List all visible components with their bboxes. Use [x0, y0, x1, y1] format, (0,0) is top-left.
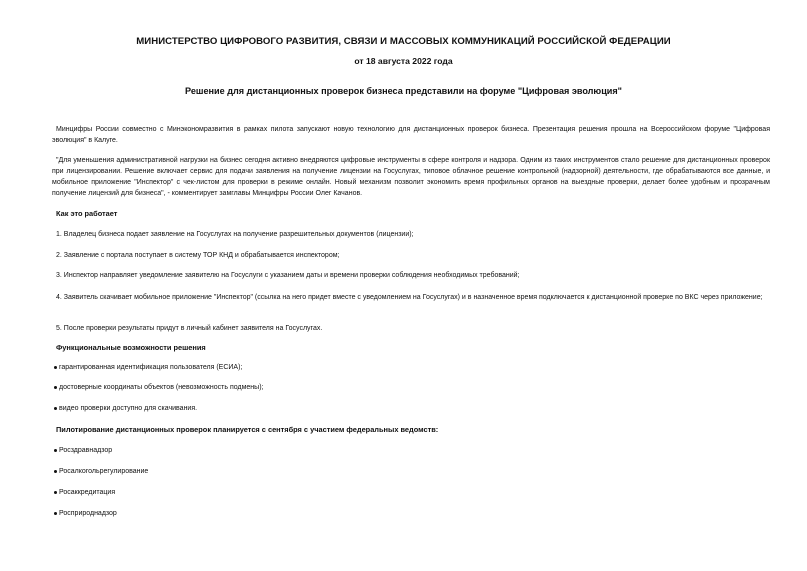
feature-item-3 [54, 405, 197, 412]
pilot-heading: Пилотирование дистанционных проверок планируется с сентября с участием федеральных ведомств: [56, 425, 439, 434]
step-5: 5. После проверки результаты придут в личный кабинет заявителя на Госуслугах. [56, 325, 323, 332]
document-date: от 18 августа 2022 года [354, 56, 453, 66]
agency-text-3: Росаккредитация [59, 489, 116, 496]
feature-text-3: видео проверки доступно для скачивания. [59, 405, 198, 412]
bullet-icon [54, 470, 57, 473]
ministry-name: МИНИСТЕРСТВО ЦИФРОВОГО РАЗВИТИЯ, СВЯЗИ И МАССОВЫХ КОММУНИКАЦИЙ РОССИЙСКОЙ ФЕДЕРАЦИИ [136, 36, 671, 47]
quote-paragraph: "Для уменьшения административной нагрузки на бизнес сегодня активно внедряются цифровые инструменты в сфере контроля и надзора. Одним из таких инструментов стало решение для дистанционных проверок при лицензировании. Решение включает сервис для подачи заявления на получение лицензии на Госуслугах, типовое облачное решение контрольной (надзорной) деятельности, где обрабатываются все данные, и мобильное приложение "Инспектор" с чек-листом для проверки в режиме онлайн. Новый механизм позволит экономить время профильных органов на выездные проверки, делает более удобным и прозрачным получение лицензий для бизнеса", - комментирует замглавы Минцифры России Олег Качанов. [52, 157, 770, 197]
agency-item-3 [54, 489, 115, 496]
feature-text-1: гарантированная идентификация пользователя (ЕСИА); [59, 364, 243, 371]
feature-text-2: достоверные координаты объектов (невозможность подмены); [59, 384, 264, 391]
bullet-icon [54, 407, 57, 410]
bullet-icon [54, 512, 57, 515]
agency-text-1: Росздравнадзор [59, 447, 113, 454]
features-heading: Функциональные возможности решения [56, 343, 206, 352]
how-it-works-heading: Как это работает [56, 209, 118, 218]
document-title: Решение для дистанционных проверок бизнеса представили на форуме "Цифровая эволюция" [185, 86, 622, 96]
agency-item-4 [54, 510, 117, 517]
feature-item-2 [54, 384, 263, 391]
feature-item-1 [54, 364, 242, 371]
step-1: 1. Владелец бизнеса подает заявление на Госуслугах на получение разрешительных документов (лицензии); [56, 231, 414, 238]
step-3: 3. Инспектор направляет уведомление заявителю на Госуслуги с указанием даты и времени проверки соблюдения необходимых требований; [56, 272, 520, 279]
agency-text-2: Росалкогольрегулирование [59, 468, 149, 475]
intro-paragraph: Минцифры России совместно с Минэкономразвития в рамках пилота запускают новую технологию для дистанционных проверок бизнеса. Презентация решения прошла на Всероссийском форуме "Цифровая эволюция" в Калуге. [52, 126, 770, 144]
bullet-icon [54, 491, 57, 494]
agency-text-4: Росприроднадзор [59, 510, 117, 517]
step-4: 4. Заявитель скачивает мобильное приложение "Инспектор" (ссылка на него придет вместе с уведомлением на Госуслугах) и в назначенное время подключается к дистанционной проверке по ВКС через приложение; [56, 294, 763, 301]
bullet-icon [54, 386, 57, 389]
bullet-icon [54, 449, 57, 452]
agency-item-1 [54, 447, 112, 454]
bullet-icon [54, 366, 57, 369]
agency-item-2 [54, 468, 148, 475]
step-2: 2. Заявление с портала поступает в систему ТОР КНД и обрабатывается инспектором; [56, 252, 340, 259]
